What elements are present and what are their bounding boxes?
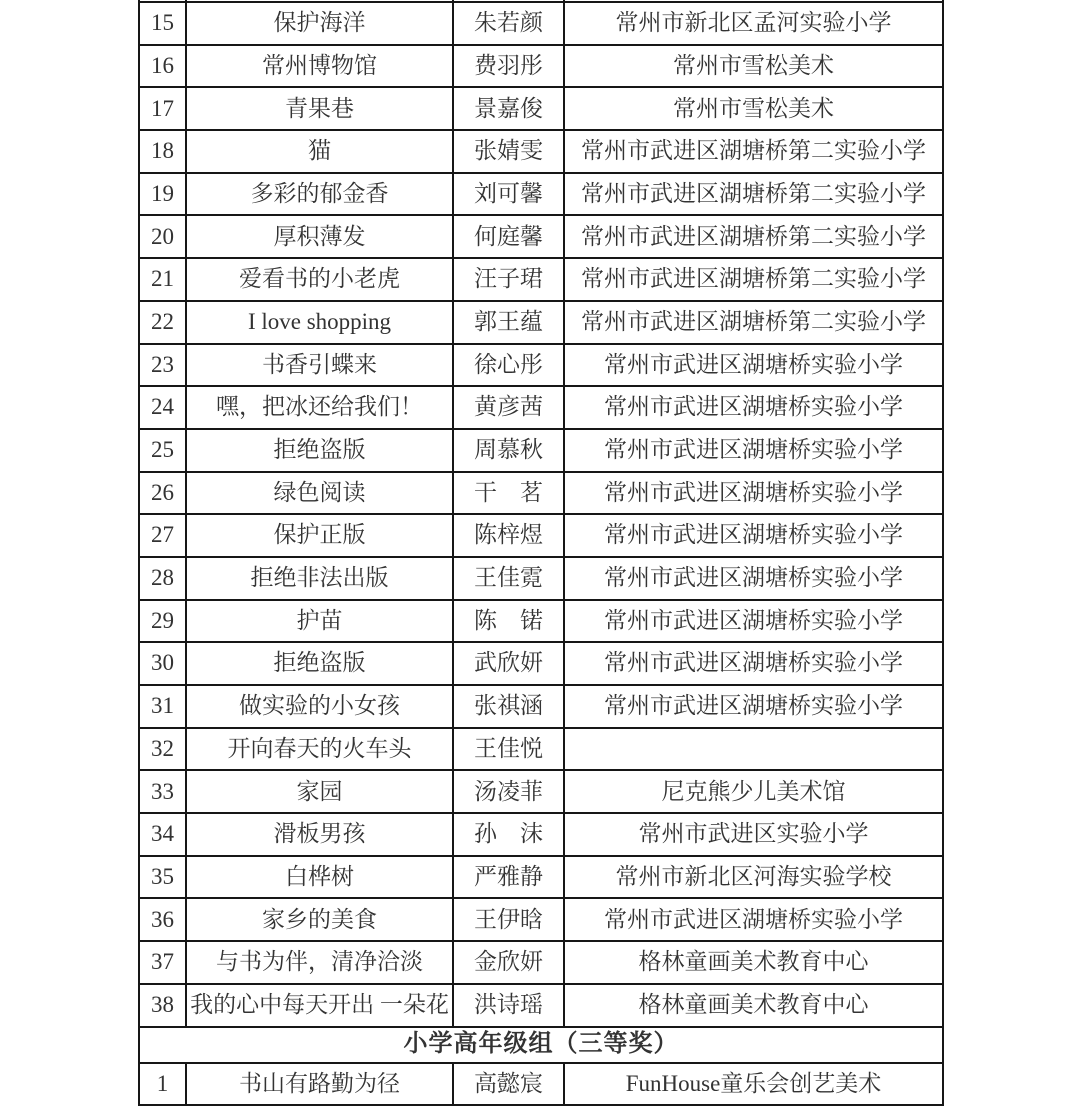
section-header-label: 小学高年级组（三等奖） <box>139 1027 943 1063</box>
cell-name: 徐心彤 <box>453 344 564 387</box>
cell-school: 常州市武进区湖塘桥第二实验小学 <box>564 301 943 344</box>
cell-school: 常州市武进区湖塘桥实验小学 <box>564 514 943 557</box>
cell-num: 25 <box>139 429 186 472</box>
table-row <box>139 472 943 515</box>
section-header-row <box>139 1027 943 1063</box>
cell-title: 拒绝盗版 <box>186 429 453 472</box>
cell-school: 常州市雪松美术 <box>564 87 943 130</box>
cell-title: 开向春天的火车头 <box>186 728 453 771</box>
cell-title: 保护正版 <box>186 514 453 557</box>
cell-num: 19 <box>139 173 186 216</box>
cell-school: 常州市武进区实验小学 <box>564 813 943 856</box>
cell-num: 17 <box>139 87 186 130</box>
cell-school: 常州市武进区湖塘桥实验小学 <box>564 685 943 728</box>
cell-name: 周慕秋 <box>453 429 564 472</box>
cell-name: 朱若颜 <box>453 2 564 45</box>
cell-school: FunHouse童乐会创艺美术 <box>564 1063 943 1106</box>
table-row <box>139 770 943 813</box>
cell-num: 33 <box>139 770 186 813</box>
cell-title: 爱看书的小老虎 <box>186 258 453 301</box>
cell-title: 家园 <box>186 770 453 813</box>
cell-school: 常州市武进区湖塘桥实验小学 <box>564 429 943 472</box>
table-row <box>139 557 943 600</box>
cell-num: 30 <box>139 642 186 685</box>
table-row <box>139 87 943 130</box>
table-row <box>139 45 943 88</box>
section2-rows <box>139 1063 943 1106</box>
cell-name: 陈 锘 <box>453 600 564 643</box>
cell-title: 与书为伴，清净洽淡 <box>186 941 453 984</box>
cell-title: 嘿，把冰还给我们！ <box>186 386 453 429</box>
cell-title: I love shopping <box>186 301 453 344</box>
cell-school: 常州市武进区湖塘桥第二实验小学 <box>564 215 943 258</box>
cell-school: 常州市武进区湖塘桥第二实验小学 <box>564 130 943 173</box>
cell-name: 王佳霓 <box>453 557 564 600</box>
cell-name: 黄彦茜 <box>453 386 564 429</box>
table-row <box>139 2 943 45</box>
cell-num: 16 <box>139 45 186 88</box>
table-row <box>139 258 943 301</box>
cell-name: 王伊晗 <box>453 898 564 941</box>
cell-title: 书山有路勤为径 <box>186 1063 453 1106</box>
cell-num: 28 <box>139 557 186 600</box>
table-row <box>139 344 943 387</box>
cell-school: 常州市武进区湖塘桥实验小学 <box>564 642 943 685</box>
cell-name: 严雅静 <box>453 856 564 899</box>
cell-name: 陈梓煜 <box>453 514 564 557</box>
cell-name: 张婧雯 <box>453 130 564 173</box>
cell-name: 武欣妍 <box>453 642 564 685</box>
cell-name: 金欣妍 <box>453 941 564 984</box>
table-row <box>139 600 943 643</box>
table-row <box>139 813 943 856</box>
cell-name: 费羽彤 <box>453 45 564 88</box>
table-row <box>139 301 943 344</box>
cell-name: 高懿宸 <box>453 1063 564 1106</box>
table-row <box>139 514 943 557</box>
cell-num: 15 <box>139 2 186 45</box>
cell-num: 23 <box>139 344 186 387</box>
cell-title: 绿色阅读 <box>186 472 453 515</box>
cell-num: 26 <box>139 472 186 515</box>
cell-school: 格林童画美术教育中心 <box>564 984 943 1027</box>
cell-num: 31 <box>139 685 186 728</box>
cell-name: 汤凌菲 <box>453 770 564 813</box>
cell-title: 白桦树 <box>186 856 453 899</box>
cell-school: 常州市武进区湖塘桥实验小学 <box>564 344 943 387</box>
table-row <box>139 429 943 472</box>
cell-name: 郭王蕴 <box>453 301 564 344</box>
cell-name: 刘可馨 <box>453 173 564 216</box>
cell-school: 常州市武进区湖塘桥第二实验小学 <box>564 258 943 301</box>
cell-title: 猫 <box>186 130 453 173</box>
cell-title: 家乡的美食 <box>186 898 453 941</box>
cell-name: 张祺涵 <box>453 685 564 728</box>
section1-rows <box>139 2 943 1027</box>
cell-num: 36 <box>139 898 186 941</box>
cell-title: 书香引蝶来 <box>186 344 453 387</box>
table-row <box>139 386 943 429</box>
cell-name: 洪诗瑶 <box>453 984 564 1027</box>
cell-num: 37 <box>139 941 186 984</box>
cell-num: 21 <box>139 258 186 301</box>
section2-header <box>139 1027 943 1063</box>
cell-num: 18 <box>139 130 186 173</box>
cell-num: 20 <box>139 215 186 258</box>
cell-school <box>564 728 943 771</box>
cell-num: 1 <box>139 1063 186 1106</box>
cell-title: 青果巷 <box>186 87 453 130</box>
cell-title: 常州博物馆 <box>186 45 453 88</box>
table-row <box>139 215 943 258</box>
cell-school: 常州市新北区孟河实验小学 <box>564 2 943 45</box>
cell-title: 拒绝非法出版 <box>186 557 453 600</box>
cell-school: 常州市武进区湖塘桥实验小学 <box>564 600 943 643</box>
cell-school: 常州市武进区湖塘桥实验小学 <box>564 472 943 515</box>
cell-school: 格林童画美术教育中心 <box>564 941 943 984</box>
table-row <box>139 642 943 685</box>
cell-num: 38 <box>139 984 186 1027</box>
table-row <box>139 941 943 984</box>
table-row <box>139 173 943 216</box>
cell-title: 滑板男孩 <box>186 813 453 856</box>
cell-title: 做实验的小女孩 <box>186 685 453 728</box>
table-row <box>139 685 943 728</box>
cell-title: 我的心中每天开出 一朵花 <box>186 984 453 1027</box>
cell-name: 何庭馨 <box>453 215 564 258</box>
cell-num: 27 <box>139 514 186 557</box>
cell-num: 34 <box>139 813 186 856</box>
cell-title: 保护海洋 <box>186 2 453 45</box>
cell-school: 常州市武进区湖塘桥实验小学 <box>564 557 943 600</box>
cell-num: 35 <box>139 856 186 899</box>
cell-title: 护苗 <box>186 600 453 643</box>
cell-title: 厚积薄发 <box>186 215 453 258</box>
cell-num: 24 <box>139 386 186 429</box>
cell-num: 32 <box>139 728 186 771</box>
cell-school: 常州市雪松美术 <box>564 45 943 88</box>
cell-title: 多彩的郁金香 <box>186 173 453 216</box>
cell-school: 常州市武进区湖塘桥实验小学 <box>564 898 943 941</box>
table-row <box>139 1063 943 1106</box>
cell-school: 常州市新北区河海实验学校 <box>564 856 943 899</box>
table-row <box>139 728 943 771</box>
cell-school: 常州市武进区湖塘桥第二实验小学 <box>564 173 943 216</box>
cell-num: 22 <box>139 301 186 344</box>
table-row <box>139 898 943 941</box>
cell-title: 拒绝盗版 <box>186 642 453 685</box>
cell-school: 常州市武进区湖塘桥实验小学 <box>564 386 943 429</box>
table-row <box>139 130 943 173</box>
cell-name: 干 茗 <box>453 472 564 515</box>
cell-name: 汪子珺 <box>453 258 564 301</box>
cell-name: 王佳悦 <box>453 728 564 771</box>
table-row <box>139 984 943 1027</box>
cell-num: 29 <box>139 600 186 643</box>
table-row <box>139 856 943 899</box>
cell-school: 尼克熊少儿美术馆 <box>564 770 943 813</box>
cell-name: 景嘉俊 <box>453 87 564 130</box>
award-list-table <box>138 0 944 1106</box>
cell-name: 孙 沫 <box>453 813 564 856</box>
